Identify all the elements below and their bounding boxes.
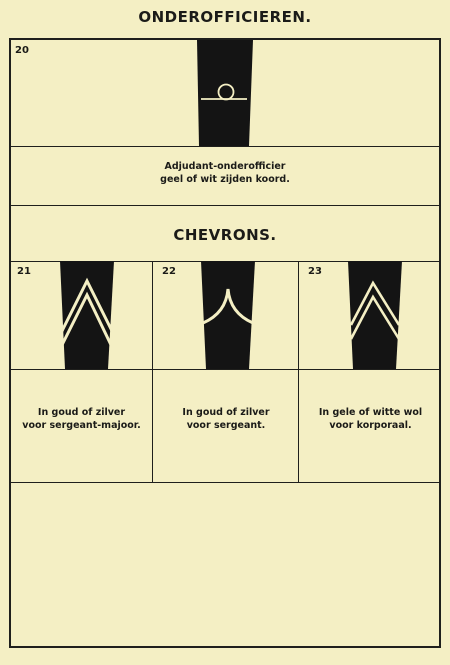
adjutant-caption-line1: Adjudant-onderofficier xyxy=(164,161,286,172)
divider xyxy=(11,146,439,147)
sergeant-major-chevron-illustration xyxy=(57,261,117,369)
corporal-caption-line2: voor korporaal. xyxy=(329,420,412,431)
sergeant-chevron-illustration xyxy=(198,261,258,369)
corporal-chevron-illustration xyxy=(345,261,405,369)
divider xyxy=(11,482,439,483)
corporal-caption-line1: In gele of witte wol xyxy=(318,407,423,418)
plate-frame xyxy=(9,38,441,648)
page-title: ONDEROFFICIEREN. xyxy=(138,8,312,26)
sergeant-major-caption xyxy=(11,406,152,432)
divider xyxy=(152,261,153,483)
divider xyxy=(11,369,439,370)
adjutant-caption-line2: geel of wit zijden koord. xyxy=(160,174,290,185)
sergeant-caption xyxy=(154,406,298,432)
item-number-22: 22 xyxy=(162,266,176,277)
sergeant-caption-line2: voor sergeant. xyxy=(186,420,266,431)
item-number-20: 20 xyxy=(15,45,29,56)
item-number-21: 21 xyxy=(17,266,31,277)
sergeant-caption-line1: In goud of zilver xyxy=(182,407,270,418)
corporal-caption xyxy=(300,406,441,432)
sergeant-major-caption-line2: voor sergeant-majoor. xyxy=(22,420,141,431)
item-number-23: 23 xyxy=(308,266,322,277)
adjutant-caption xyxy=(11,160,439,186)
sergeant-major-caption-line1: In goud of zilver xyxy=(37,407,126,418)
chevrons-title: CHEVRONS. xyxy=(173,226,277,244)
adjutant-sleeve-illustration xyxy=(195,40,255,146)
divider xyxy=(11,205,439,206)
divider xyxy=(298,261,299,483)
